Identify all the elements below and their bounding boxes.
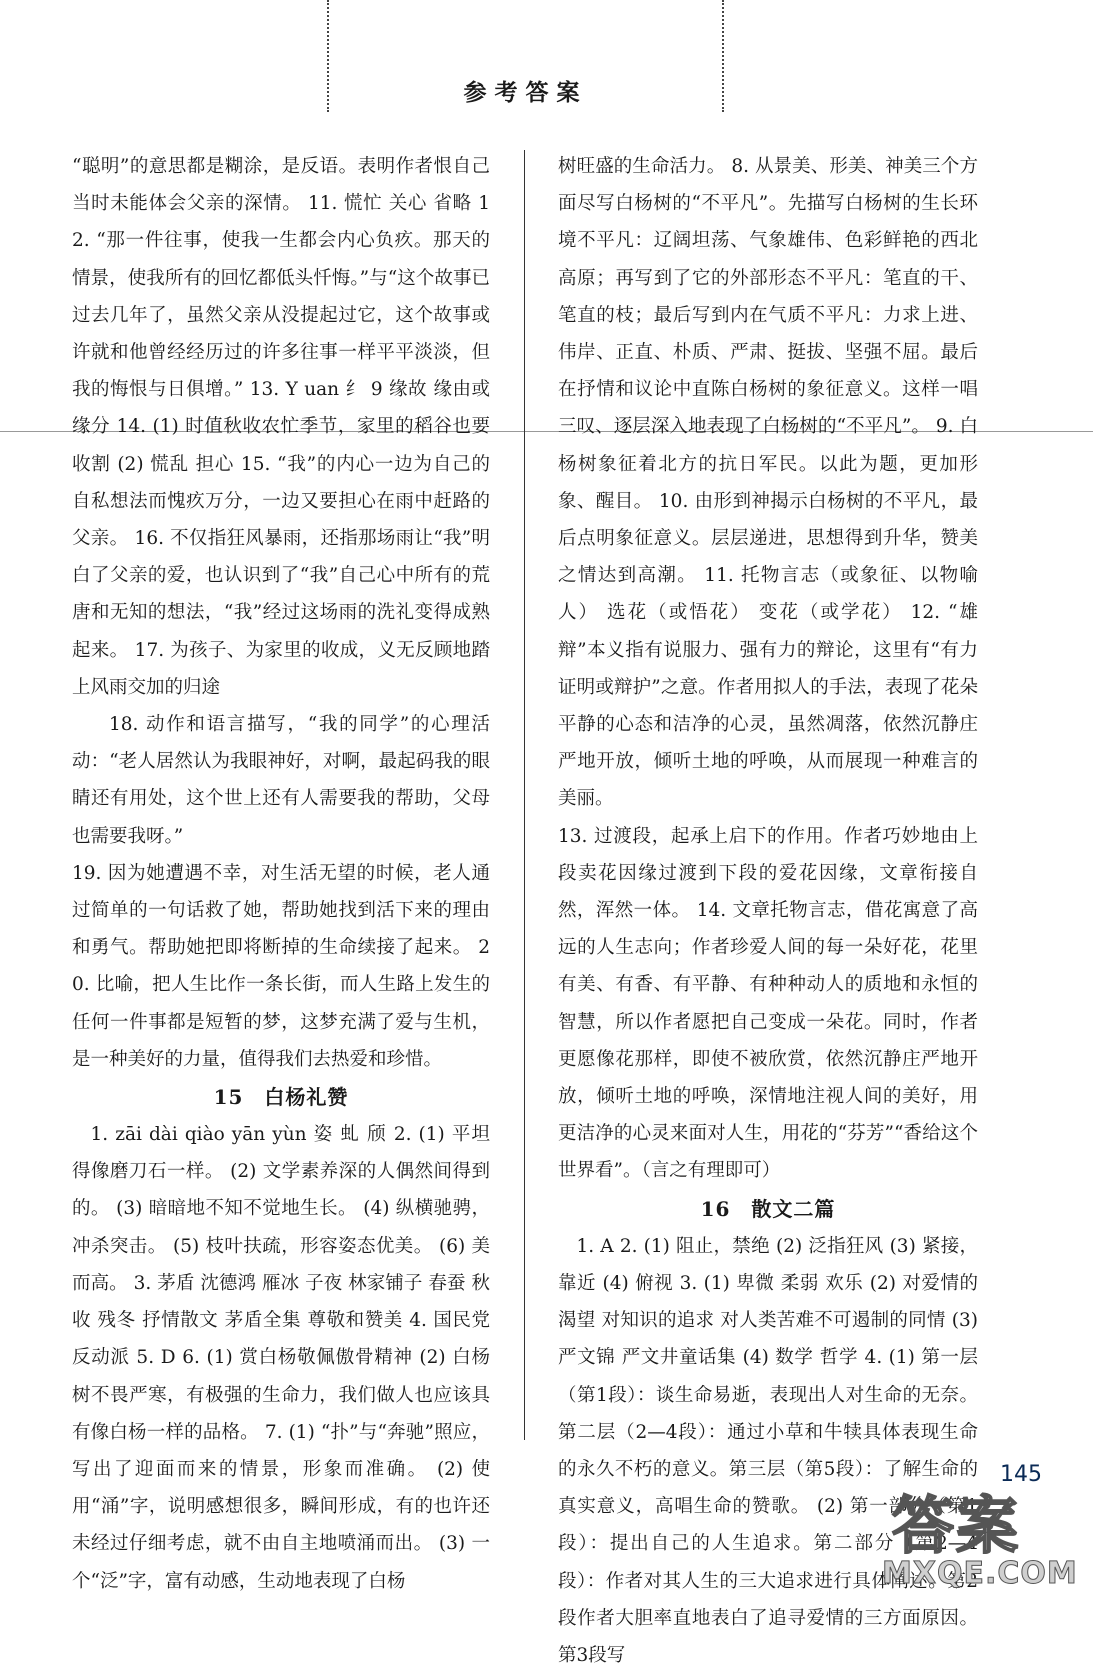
left-paragraph-1: “聪明”的意思都是糊涂，是反语。表明作者恨自己当时未能体会父亲的深情。 11. 慌忙 关心 省略 12. “那一件往事，使我一生都会内心负疚。那天的情景，使我所有的回忆都低头忏悔。”与“这个故事已过去几年了，虽然父亲从没提起过它，这个故事或许就和他曾经经历过的许多往事一样平平淡淡，但我的悔恨与日俱增。” 13. Y uan 纟 9 缘故 缘由或缘分 14. (1) 时值秋收农忙季节，家里的稻谷也要收割 (2) 慌乱 担心 15. “我”的内心一边为自己的自私想法而愧疚万分，一边又要担心在雨中赶路的父亲。 16. 不仅指狂风暴雨，还指那场雨让“我”明白了父亲的爱，也认识到了“我”自己心中所有的荒唐和无知的想法，“我”经过这场雨的洗礼变得成熟起来。 17. 为孩子、为家里的收成，义无反顾地踏上风雨交加的归途 — [72, 156, 490, 698]
section-15-heading: 15 白杨礼赞 — [213, 1085, 349, 1110]
page-title: 参考答案 — [463, 80, 588, 106]
column-divider — [524, 150, 525, 1440]
watermark-logo — [872, 1476, 1082, 1594]
section-16-heading: 16 散文二篇 — [700, 1196, 836, 1221]
left-paragraph-4: 1. zāi dài qiào yān yùn 姿 虬 颀 2. (1) 平坦得像磨刀石一样。 (2) 文学素养深的人偶然间得到的。 (3) 暗暗地不知不觉地生长。 (4) 纵横驰骋，冲杀突击。 (5) 枝叶扶疏，形容姿态优美。 (6) 美而高。 3. 茅盾 沈德鸿 雁冰 子夜 林家铺子 春蚕 秋收 残冬 抒情散文 茅盾全集 尊敬和赞美 4. 国民党反动派 5. D 6. (1) 赏白杨敬佩傲骨精神 (2) 白杨树不畏严寒，有极强的生命力，我们做人也应该具有像白杨一样的品格。 7. (1) “扑”与“奔驰”照应，写出了迎面而来的情景，形象而准确。 (2) 使用“涌”字，说明感想很多，瞬间形成，有的也许还未经过仔细考虑，就不由自主地喷涌而出。 (3) 一个“泛”字，富有动感，生动地表现了白杨 — [72, 1124, 490, 1592]
left-column — [72, 148, 490, 1600]
page-number: 145 — [1000, 1462, 1042, 1487]
right-paragraph-2: 13. 过渡段，起承上启下的作用。作者巧妙地由上段卖花因缘过渡到下段的爱花因缘，文章衔接自然，浑然一体。 14. 文章托物言志，借花寓意了高远的人生志向；作者珍爱人间的每一朵好花，花里有美、有香、有平静、有种种动人的质地和永恒的智慧，所以作者愿把自己变成一朵花。同时，作者更愿像花那样，即使不被欣赏，依然沉静庄严地开放，倾听土地的呼唤，深情地注视人间的美好，用更洁净的心灵来面对人生，用花的“芬芳”“香给这个世界看”。（言之有理即可） — [558, 825, 978, 1182]
right-column — [558, 148, 978, 1674]
right-paragraph-3: 1. A 2. (1) 阻止，禁绝 (2) 泛指狂风 (3) 紧接，靠近 (4) 俯视 3. (1) 卑微 柔弱 欢乐 (2) 对爱情的渴望 对知识的追求 对人类苦难不可遏制的同情 (3) 严文锦 严文井童话集 (4) 数学 哲学 4. (1) 第一层（第1段）：谈生命易逝，表现出人对生命的无奈。第二层（2—4段）：通过小草和牛犊具体表现生命的永久不朽的意义。第三层（第5段）：了解生命的真实意义，高唱生命的赞歌。 (2) 第一部分（第1段）：提出自己的人生追求。第二部分（第2—4段）：作者对其人生的三大追求进行具体阐述。第2段作者大胆率直地表白了追寻爱情的三方面原因。第3段写 — [558, 1235, 978, 1666]
watermark-text: 答案 — [892, 1489, 1021, 1562]
right-paragraph-1: 树旺盛的生命活力。 8. 从景美、形美、神美三个方面尽写白杨树的“不平凡”。先描写白杨树的生长环境不平凡：辽阔坦荡、气象雄伟、色彩鲜艳的西北高原；再写到了它的外部形态不平凡：笔直的干、笔直的枝；最后写到内在气质不平凡：力求上进、伟岸、正直、朴质、严肃、挺拔、坚强不屈。最后在抒情和议论中直陈白杨树的象征意义。这样一唱三叹、逐层深入地表现了白杨树的“不平凡”。 9. 白杨树象征着北方的抗日军民。以此为题，更加形象、醒目。 10. 由形到神揭示白杨树的不平凡，最后点明象征意义。层层递进，思想得到升华，赞美之情达到高潮。 11. 托物言志（或象征、以物喻人） 选花（或悟花） 变花（或学花） 12. “雄辩”本义指有说服力、强有力的辩论，这里有“有力证明或辩护”之意。作者用拟人的手法，表现了花朵平静的心态和洁净的心灵，虽然凋落，依然沉静庄严地开放，倾听土地的呼唤，从而展现一种难言的美丽。 — [558, 156, 978, 810]
left-paragraph-2: 18. 动作和语言描写，“我的同学”的心理活动：“老人居然认为我眼神好，对啊，最起码我的眼睛还有用处，这个世上还有人需要我的帮助，父母也需要我呀。” — [72, 714, 490, 847]
left-paragraph-3: 19. 因为她遭遇不幸，对生活无望的时候，老人通过简单的一句话救了她，帮助她找到活下来的理由和勇气。帮助她把即将断掉的生命续接了起来。 20. 比喻，把人生比作一条长街，而人生路上发生的任何一件事都是短暂的梦，这梦充满了爱与生机，是一种美好的力量，值得我们去热爱和珍惜。 — [72, 862, 490, 1070]
watermark-url: MXQE.COM — [882, 1556, 1078, 1591]
